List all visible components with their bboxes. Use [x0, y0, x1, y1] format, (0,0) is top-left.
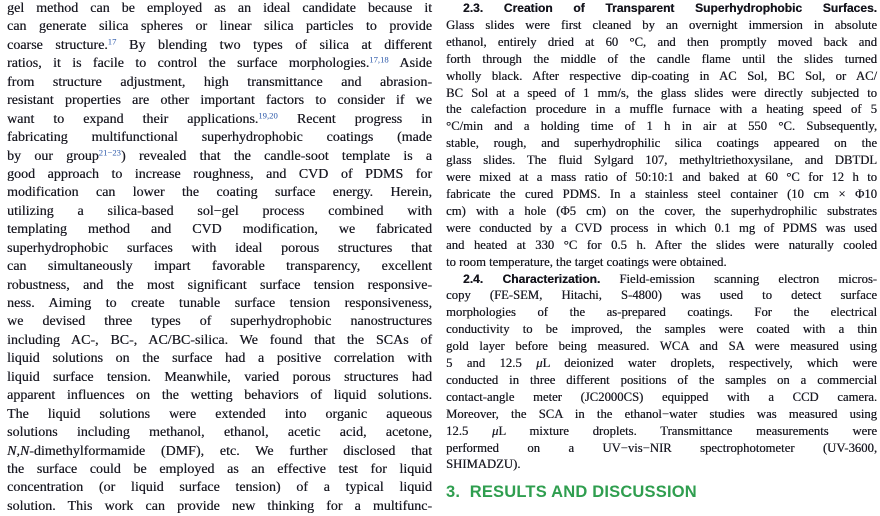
- body-text: templating method and CVD modification, we fabricated: [7, 222, 432, 238]
- body-text: ratios, it is facile to control the surface morphologies.: [7, 56, 370, 72]
- body-text: to room temperature, the target coatings were obtained.: [446, 254, 727, 269]
- body-text: fabricating multifunctional superhydrophobic coatings (made: [7, 130, 432, 146]
- text-line: [7, 479, 432, 497]
- body-text: modification can lower the coating surface energy. Herein,: [7, 185, 432, 201]
- body-text: morphologies of the as-prepared coatings. For the electrical: [446, 305, 877, 320]
- body-text: The liquid solutions were extended into organic aqueous: [7, 406, 432, 422]
- text-line: [446, 406, 877, 423]
- text-line: [446, 321, 877, 338]
- text-line: [446, 372, 877, 389]
- text-line: [7, 258, 432, 276]
- text-line: [7, 277, 432, 295]
- body-text: stable, rough, and superhydrophilic silica coatings appeared on the: [446, 136, 877, 151]
- body-text: N,N: [7, 443, 30, 459]
- subsection-heading: 2.4. Characterization.: [463, 271, 601, 286]
- text-line: [446, 118, 877, 135]
- text-line: [7, 332, 432, 350]
- text-line: [7, 369, 432, 387]
- body-text: ness. Aiming to create tunable surface tension responsiveness,: [7, 296, 432, 311]
- text-line: [446, 237, 877, 254]
- body-text: copy (FE-SEM, Hitachi, S-4800) was used to detect surface: [446, 288, 877, 303]
- body-text: -dimethylformamide (DMF), etc. We further disclosed that: [29, 443, 432, 459]
- text-line: [446, 51, 877, 68]
- body-text: apparent influences on the wetting behaviors of liquid solutions.: [7, 388, 432, 404]
- text-line: [7, 350, 432, 368]
- text-line: [446, 254, 877, 271]
- subsection-heading: 2.3. Creation of Transparent Superhydrophobic Surfaces.: [463, 1, 877, 15]
- body-text: liquid solutions on the surface had a positive correlation with: [7, 351, 432, 367]
- body-text: superhydrophobic surfaces with ideal porous structures that: [7, 240, 432, 256]
- text-line: [446, 338, 877, 355]
- text-line: [7, 240, 432, 258]
- body-text: liquid surface tension. Meanwhile, varied porous structures had: [7, 369, 432, 385]
- body-text: solutions including methanol, ethanol, acetic acid, acetone,: [7, 425, 432, 441]
- body-text: μ: [491, 423, 499, 438]
- body-text: conductivity to be improved, the samples were coated with a thin: [446, 322, 877, 337]
- text-line: [7, 443, 432, 461]
- body-text: cm) with a hole (Φ5 cm) on the cover, the superhydrophilic substrates: [446, 203, 877, 218]
- body-text: concentration (or liquid surface tension) of a typical liquid: [7, 480, 432, 496]
- text-line: [446, 169, 877, 186]
- body-text: can simultaneously impart favorable transparency, excellent: [7, 259, 432, 275]
- body-text: Aside: [388, 56, 432, 72]
- body-text: fabricate the cured PDMS. In a stainless steel container (10 cm × Φ10: [446, 186, 877, 201]
- citation-reference[interactable]: 17,18: [369, 54, 389, 65]
- text-line: [7, 148, 432, 166]
- text-line: [7, 461, 432, 479]
- body-text: Glass slides were first cleaned by an overnight immersion in absolute: [446, 17, 877, 32]
- body-text: including AC-, BC-, AC/BC-silica. We found that the SCAs of: [7, 332, 432, 348]
- citation-reference[interactable]: 21−23: [98, 147, 122, 157]
- body-text: BC Sol at a speed of 1 mm/s, the glass slides were directly subjected to: [446, 85, 877, 100]
- results-and-discussion-heading: 3. RESULTS AND DISCUSSION: [446, 483, 697, 502]
- text-line: [7, 0, 432, 18]
- body-text: want to expand their applications.: [7, 111, 259, 127]
- text-line: [7, 387, 432, 405]
- body-text: from structure adjustment, high transmittance and abrasion-: [7, 74, 432, 90]
- body-text: robustness, and the most significant surface tension responsive-: [7, 277, 432, 293]
- citation-reference[interactable]: 19,20: [258, 110, 278, 121]
- body-text: Recent progress in: [277, 111, 432, 127]
- body-text: By blending two types of silica at different: [116, 37, 433, 53]
- body-text: L deionized water droplets, respectively, which were: [542, 356, 877, 371]
- text-line: [446, 220, 877, 237]
- body-text: and heated at 330 °C for 0.5 h. After the slides were naturally cooled: [446, 237, 877, 252]
- text-line: [446, 152, 877, 169]
- body-text: good approach to increase roughness, and CVD of PDMS for: [7, 166, 432, 182]
- text-line: [7, 498, 432, 516]
- body-text: ethanol, entirely dried at 60 °C, and then promptly moved back and: [446, 34, 877, 49]
- body-text: wholly black. After respective dip-coating in AC Sol, BC Sol, or AC/: [446, 68, 877, 83]
- text-line: [7, 424, 432, 442]
- body-text: contact-angle meter (JC2000CS) equipped with a CCD camera.: [446, 389, 877, 404]
- body-text: solution. This work can provide new thinking for a multifunc-: [7, 498, 432, 514]
- left-text-column: [7, 0, 432, 516]
- body-text: can generate silica spheres or linear silica particles to provide: [7, 19, 432, 35]
- text-line: [7, 74, 432, 92]
- text-line: [446, 34, 877, 51]
- text-line: [446, 0, 877, 17]
- text-line: [446, 17, 877, 34]
- text-line: [7, 313, 432, 331]
- text-line: [446, 68, 877, 85]
- text-line: [7, 55, 432, 73]
- body-text: were mixed at a mass ratio of 50:10:1 and baked at 60 °C for 12 h to: [446, 170, 877, 185]
- body-text: performed on a UV−vis−NIR spectrophotometer (UV-3600,: [446, 440, 877, 455]
- text-line: [446, 423, 877, 440]
- text-line: [446, 304, 877, 321]
- body-text: conducted in three different positions of the samples on a commercial: [446, 372, 877, 387]
- body-text: were conducted by a CVD process in which 0.1 mg of PDMS was used: [446, 220, 877, 235]
- body-text: 12.5: [446, 423, 492, 438]
- text-line: [446, 440, 877, 457]
- text-line: [7, 203, 432, 221]
- body-text: forth through the middle of the candle flame until the slides turned: [446, 51, 877, 66]
- text-line: [446, 389, 877, 406]
- text-line: [7, 295, 432, 313]
- body-text: resistant properties are other important factors to consider if we: [7, 93, 432, 109]
- text-line: [446, 271, 877, 288]
- body-text: ) revealed that the candle-soot template is a: [121, 148, 432, 164]
- body-text: gel method can be employed as an ideal candidate because it: [7, 1, 432, 16]
- body-text: SHIMADZU).: [446, 457, 521, 472]
- body-text: the surface could be employed as an effective test for liquid: [7, 461, 432, 477]
- text-line: [7, 184, 432, 202]
- right-text-column: [446, 0, 877, 501]
- text-line: [7, 37, 432, 55]
- body-text: the calefaction procedure in a muffle furnace with a heating speed of 5: [446, 102, 877, 117]
- body-text: gold layer before being measured. WCA and SA were measured using: [446, 339, 877, 354]
- body-text: 5 and 12.5: [446, 356, 537, 371]
- body-text: L mixture droplets. Transmittance measurements were: [498, 423, 877, 438]
- body-text: °C/min and a holding time of 1 h in air at 550 °C. Subsequently,: [446, 119, 877, 134]
- citation-reference[interactable]: 17: [107, 36, 117, 47]
- text-line: [446, 456, 877, 473]
- text-line: [7, 406, 432, 424]
- text-line: [7, 111, 432, 129]
- text-line: [446, 287, 877, 304]
- body-text: μ: [536, 356, 543, 371]
- body-text: glass slides. The fluid Sylgard 107, methyltriethoxysilane, and DBTDL: [446, 153, 877, 168]
- text-line: [7, 166, 432, 184]
- text-line: [7, 129, 432, 147]
- body-text: Field-emission scanning electron micros-: [600, 271, 877, 286]
- text-line: [7, 92, 432, 110]
- text-line: [446, 203, 877, 220]
- text-line: [446, 355, 877, 372]
- body-text: coarse structure.: [7, 37, 108, 53]
- text-line: [446, 85, 877, 102]
- body-text: Moreover, the SCA in the ethanol−water studies was measured using: [446, 406, 877, 421]
- body-text: utilizing a silica-based sol−gel process combined with: [7, 203, 432, 219]
- body-text: we devised three types of superhydrophobic nanostructures: [7, 314, 432, 330]
- text-line: [7, 18, 432, 36]
- text-line: [446, 135, 877, 152]
- text-line: [7, 221, 432, 239]
- text-line: [446, 186, 877, 203]
- body-text: by our group: [7, 148, 99, 164]
- text-line: [446, 101, 877, 118]
